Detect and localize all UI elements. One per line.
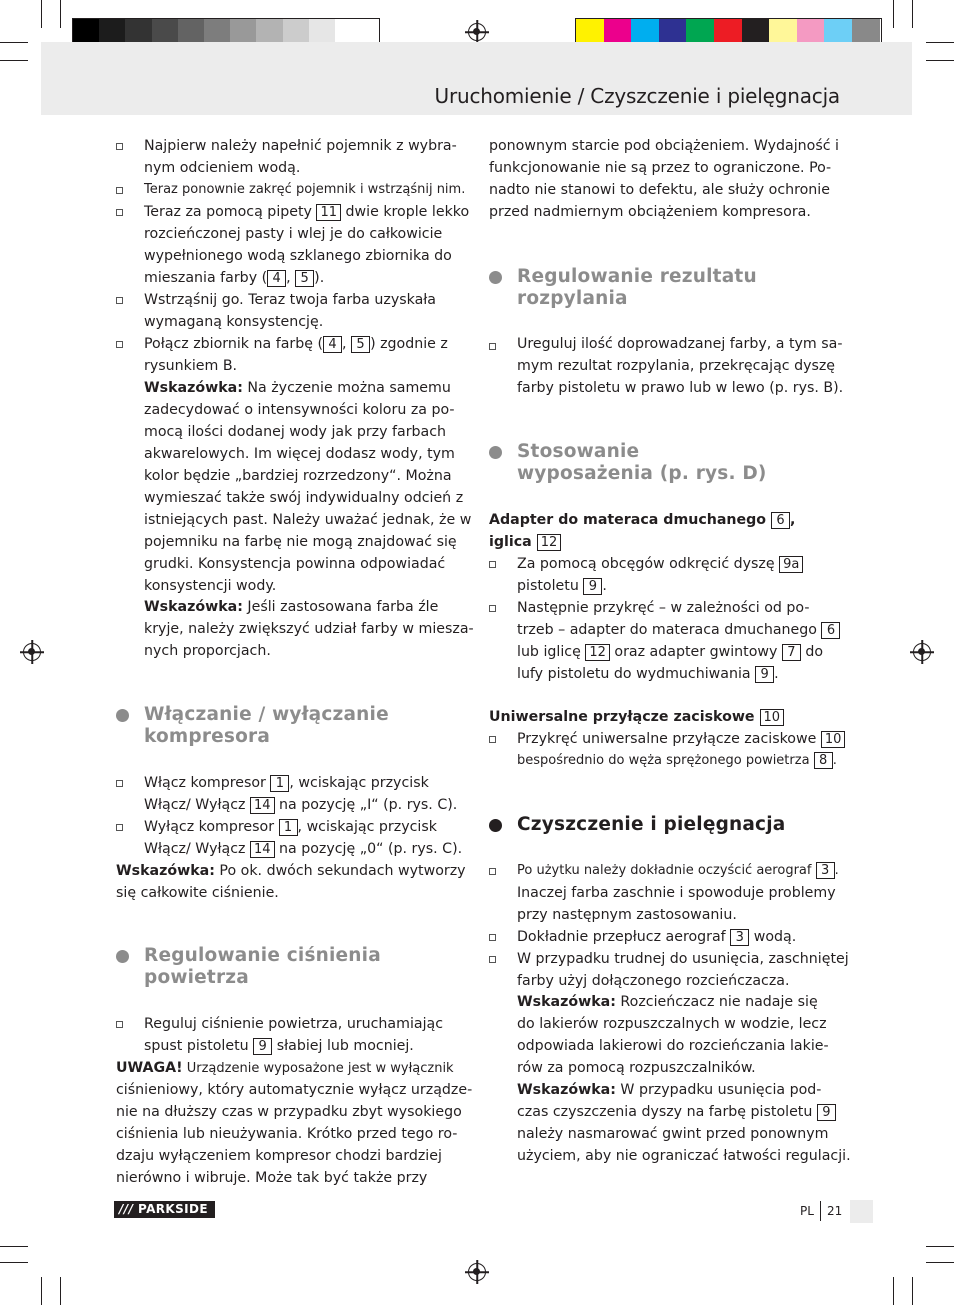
text-line: pistoletu 9 . bbox=[517, 578, 607, 594]
checkbox-bullet-icon bbox=[489, 868, 496, 875]
text-line: W przypadku trudnej do usunięcia, zaschniętej bbox=[517, 951, 849, 967]
text-line: wypełnionego wodą szklanego zbiornika do bbox=[144, 248, 452, 264]
part-number: 9 bbox=[583, 578, 602, 595]
text-line: Wskazówka: W przypadku usunięcia pod- bbox=[517, 1082, 822, 1098]
text-line: nym odcieniem wodą. bbox=[144, 160, 301, 176]
registration-mark-icon bbox=[468, 23, 486, 41]
text-line: bespośrednio do węża sprężonego powietrza 8 . bbox=[517, 753, 837, 768]
section-heading: Włączanie / wyłączanie bbox=[144, 704, 389, 725]
text-line: Włącz kompresor 1 , wciskając przycisk bbox=[144, 775, 429, 791]
text-line: Dokładnie przepłucz aerograf 3 wodą. bbox=[517, 929, 797, 945]
text-line: Włącz/ Wyłącz 14 na pozycję „0“ (p. rys. C). bbox=[144, 841, 463, 857]
text-line: ciśnieniowy, który automatycznie wyłącz urządze- bbox=[116, 1082, 473, 1098]
text-line: Wskazówka: Jeśli zastosowana farba źle bbox=[144, 599, 439, 615]
text-line: Wstrząśnij go. Teraz twoja farba uzyskała bbox=[144, 292, 436, 308]
text-line: ponownym starcie pod obciążeniem. Wydajność i bbox=[489, 138, 839, 154]
part-number: 6 bbox=[771, 512, 790, 529]
subheading: iglica 12 bbox=[489, 531, 561, 553]
section-bullet-icon bbox=[489, 271, 502, 284]
text-line: mym rezultat rozpylania, przekręcając dyszę bbox=[517, 358, 836, 374]
section-heading: wyposażenia (p. rys. D) bbox=[517, 463, 767, 484]
part-number: 11 bbox=[316, 204, 341, 221]
text-line: czas czyszczenia dyszy na farbę pistoletu 9 bbox=[517, 1101, 836, 1123]
text-line: farby pistoletu w prawo lub w lewo (p. rys. B). bbox=[517, 380, 844, 396]
checkbox-bullet-icon bbox=[489, 343, 496, 350]
section-heading: Czyszczenie i pielęgnacja bbox=[517, 814, 786, 835]
part-number: 9a bbox=[779, 556, 803, 573]
text-line: kryje, należy zwiększyć udział farby w miesza- bbox=[144, 621, 474, 637]
crop-mark bbox=[60, 1277, 61, 1305]
section-heading: Regulowanie ciśnienia bbox=[144, 945, 381, 966]
text-line: lub iglicę 12 oraz adapter gwintowy 7 do bbox=[517, 644, 824, 660]
checkbox-bullet-icon bbox=[116, 297, 123, 304]
crop-mark bbox=[60, 0, 61, 28]
text-line: grudki. Konsystencja powinna odpowiadać bbox=[144, 556, 446, 572]
checkbox-bullet-icon bbox=[116, 824, 123, 831]
text-line: Wskazówka: Na życzenie można samemu bbox=[144, 380, 451, 396]
part-number: 6 bbox=[821, 622, 840, 639]
text-line: farby użyj dołączonego rozcieńczacza. bbox=[517, 973, 790, 989]
checkbox-bullet-icon bbox=[116, 1021, 123, 1028]
text-line: wymieszać także swój indywidualny odcień z bbox=[144, 490, 464, 506]
crop-mark bbox=[912, 0, 913, 28]
part-number: 5 bbox=[295, 270, 314, 287]
crop-mark bbox=[926, 42, 954, 43]
parkside-logo: /// PARKSIDE bbox=[114, 1201, 215, 1218]
part-number: 12 bbox=[537, 534, 562, 551]
text-line: przy następnym zastosowaniu. bbox=[517, 907, 737, 923]
page-title: Uruchomienie / Czyszczenie i pielęgnacja bbox=[434, 84, 840, 108]
section-bullet-icon bbox=[489, 446, 502, 459]
section-bullet-icon bbox=[489, 819, 502, 832]
crop-mark bbox=[926, 60, 954, 61]
text-line: Wskazówka: Po ok. dwóch sekundach wytworzy bbox=[116, 863, 466, 879]
crop-mark bbox=[893, 0, 894, 28]
text-line: Za pomocą obcęgów odkręcić dyszę 9a bbox=[517, 553, 803, 575]
checkbox-bullet-icon bbox=[489, 561, 496, 568]
text-line: Włącz/ Wyłącz 14 na pozycję „I“ (p. rys. C). bbox=[144, 797, 458, 813]
crop-mark bbox=[0, 60, 28, 61]
part-number: 1 bbox=[270, 775, 289, 792]
part-number: 4 bbox=[267, 270, 286, 287]
part-number: 14 bbox=[250, 797, 275, 814]
crop-mark bbox=[893, 1277, 894, 1305]
text-line: przed nadmiernym obciążeniem kompresora. bbox=[489, 204, 811, 220]
section-heading: rozpylania bbox=[517, 288, 628, 309]
checkbox-bullet-icon bbox=[116, 780, 123, 787]
text-line: nie na dłuższy czas w przypadku zbyt wysokiego bbox=[116, 1104, 462, 1120]
subheading: Uniwersalne przyłącze zaciskowe 10 bbox=[489, 706, 784, 728]
checkbox-bullet-icon bbox=[116, 209, 123, 216]
text-line: trzeb – adapter do materaca dmuchanego 6 bbox=[517, 619, 840, 641]
part-number: 7 bbox=[782, 644, 801, 661]
section-heading: powietrza bbox=[144, 967, 249, 988]
checkbox-bullet-icon bbox=[489, 605, 496, 612]
part-number: 5 bbox=[351, 336, 370, 353]
checkbox-bullet-icon bbox=[116, 187, 123, 194]
crop-mark bbox=[0, 1262, 28, 1263]
text-line: ciśnienia lub nieużywania. Krótko przed tego ro- bbox=[116, 1126, 458, 1142]
text-line: istniejących past. Należy uważać jednak, że w bbox=[144, 512, 472, 528]
part-number: 1 bbox=[279, 819, 298, 836]
part-number: 4 bbox=[323, 336, 342, 353]
checkbox-bullet-icon bbox=[489, 956, 496, 963]
crop-mark bbox=[41, 1277, 42, 1305]
section-heading: Regulowanie rezultatu bbox=[517, 266, 757, 287]
crop-mark bbox=[0, 42, 28, 43]
part-number: 3 bbox=[816, 862, 835, 879]
text-line: UWAGA! Urządzenie wyposażone jest w wyłącznik bbox=[116, 1060, 454, 1076]
text-line: odpowiada lakierowi do rozcieńczania lakie- bbox=[517, 1038, 829, 1054]
text-line: dzaju wyłączeniem kompresor chodzi bardziej bbox=[116, 1148, 442, 1164]
language-code: PL bbox=[800, 1204, 814, 1218]
text-line: Najpierw należy napełnić pojemnik z wybra- bbox=[144, 138, 457, 154]
footer-tab bbox=[850, 1200, 873, 1223]
text-line: lufy pistoletu do wydmuchiwania 9 . bbox=[517, 666, 779, 682]
text-line: kolor będzie „bardziej rozrzedzony“. Można bbox=[144, 468, 452, 484]
text-line: Przykręć uniwersalne przyłącze zaciskowe 10 bbox=[517, 728, 845, 750]
text-line: Inaczej farba zaschnie i spowoduje problemy bbox=[517, 885, 836, 901]
text-line: pojemniku na farbę nie mogą znajdować się bbox=[144, 534, 457, 550]
part-number: 9 bbox=[817, 1104, 836, 1121]
text-line: się całkowite ciśnienie. bbox=[116, 885, 279, 901]
section-bullet-icon bbox=[116, 709, 129, 722]
crop-mark bbox=[912, 1277, 913, 1305]
text-line: konsystencji wody. bbox=[144, 578, 277, 594]
text-line: rysunkiem B. bbox=[144, 358, 238, 374]
part-number: 14 bbox=[250, 841, 275, 858]
text-line: wymaganą konsystencję. bbox=[144, 314, 324, 330]
subheading: Adapter do materaca dmuchanego 6 , bbox=[489, 512, 796, 528]
section-heading: kompresora bbox=[144, 726, 271, 747]
text-line: funkcjonowanie nie są przez to ograniczone. Po- bbox=[489, 160, 832, 176]
part-number: 8 bbox=[814, 752, 833, 769]
text-line: Połącz zbiornik na farbę ( 4 , 5 ) zgodnie z bbox=[144, 336, 448, 352]
part-number: 3 bbox=[730, 929, 749, 946]
text-line: nych proporcjach. bbox=[144, 643, 271, 659]
checkbox-bullet-icon bbox=[489, 934, 496, 941]
text-line: Teraz za pomocą pipety 11 dwie krople lekko bbox=[144, 204, 470, 220]
part-number: 9 bbox=[755, 666, 774, 683]
registration-mark-icon bbox=[23, 643, 41, 661]
registration-mark-icon bbox=[913, 643, 931, 661]
registration-mark-icon bbox=[468, 1263, 486, 1281]
text-line: Wyłącz kompresor 1 , wciskając przycisk bbox=[144, 819, 437, 835]
text-line: do lakierów rozpuszczalnych w wodzie, lecz bbox=[517, 1016, 827, 1032]
text-line: Wskazówka: Rozcieńczacz nie nadaje się bbox=[517, 994, 818, 1010]
text-line: użyciem, aby nie ograniczać łatwości regulacji. bbox=[517, 1148, 851, 1164]
footer-divider bbox=[820, 1201, 821, 1221]
text-line: Ureguluj ilość doprowadzanej farby, a tym sa- bbox=[517, 336, 843, 352]
checkbox-bullet-icon bbox=[116, 143, 123, 150]
crop-mark bbox=[41, 0, 42, 28]
text-line: spust pistoletu 9 słabiej lub mocniej. bbox=[144, 1038, 414, 1054]
part-number: 10 bbox=[821, 731, 846, 748]
checkbox-bullet-icon bbox=[116, 341, 123, 348]
text-line: mieszania farby ( 4 , 5 ). bbox=[144, 270, 325, 286]
text-line: Następnie przykręć – w zależności od po- bbox=[517, 600, 810, 616]
crop-mark bbox=[0, 1246, 28, 1247]
text-line: Teraz ponownie zakręć pojemnik i wstrząśnij nim. bbox=[144, 182, 466, 197]
text-line: Reguluj ciśnienie powietrza, uruchamiając bbox=[144, 1016, 444, 1032]
text-line: akwarelowych. Im więcej dodasz wody, tym bbox=[144, 446, 455, 462]
text-line: Po użytku należy dokładnie oczyścić aerograf 3 . bbox=[517, 863, 839, 878]
crop-mark bbox=[926, 1262, 954, 1263]
part-number: 10 bbox=[760, 709, 785, 726]
section-bullet-icon bbox=[116, 950, 129, 963]
crop-mark bbox=[926, 1246, 954, 1247]
text-line: rozcieńczonej pasty i wlej je do całkowicie bbox=[144, 226, 443, 242]
part-number: 9 bbox=[253, 1038, 272, 1055]
page-number: 21 bbox=[827, 1204, 843, 1218]
text-line: rów za pomocą rozpuszczalników. bbox=[517, 1060, 756, 1076]
text-line: nadto nie stanowi to defektu, ale służy ochronie bbox=[489, 182, 830, 198]
text-line: nierówno i wibruje. Może tak być także przy bbox=[116, 1170, 428, 1186]
text-line: mocą ilości dodanej wody jak przy farbach bbox=[144, 424, 447, 440]
checkbox-bullet-icon bbox=[489, 736, 496, 743]
text-line: należy nasmarować gwint przed ponownym bbox=[517, 1126, 829, 1142]
text-line: zadecydować o intensywności koloru za po- bbox=[144, 402, 455, 418]
part-number: 12 bbox=[585, 644, 610, 661]
section-heading: Stosowanie bbox=[517, 441, 640, 462]
